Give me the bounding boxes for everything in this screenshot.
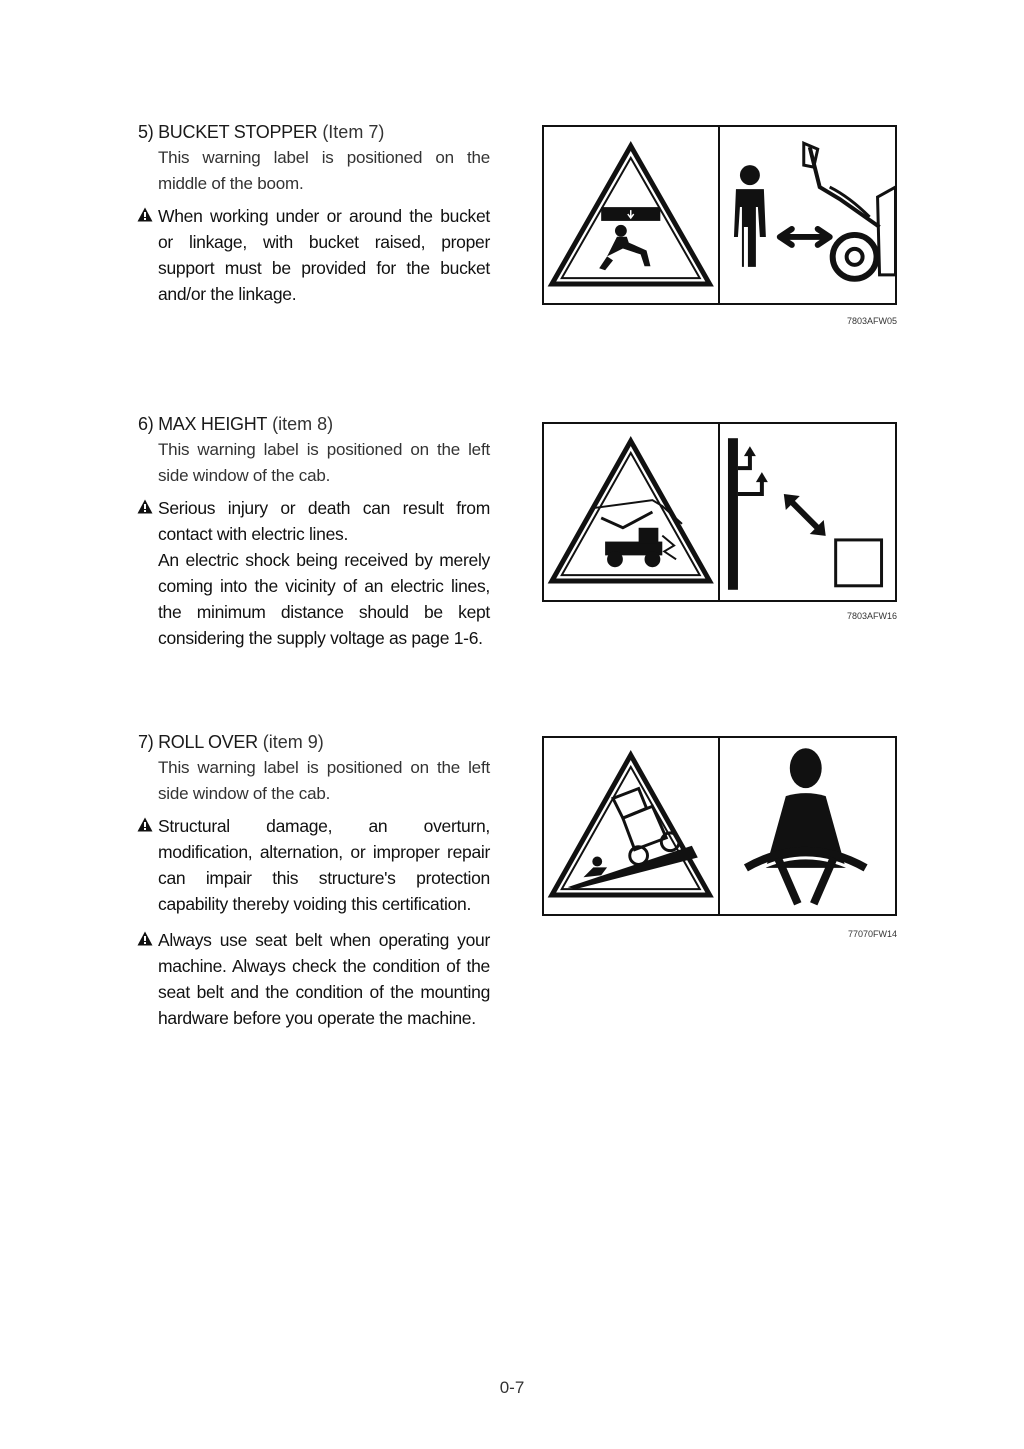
section-heading — [138, 119, 490, 145]
warning-triangle-icon — [137, 817, 153, 832]
wear-seat-belt-icon — [720, 738, 896, 914]
warning-text: Always use seat belt when operating your machine. Always check the condition of the seat belt and the condition of the mounting hardware before you operate the machine. — [158, 930, 490, 1028]
label-left-panel — [544, 127, 720, 303]
section-item: (item 9) — [262, 732, 324, 752]
rollover-hazard-icon — [544, 738, 718, 914]
section-title: 7) ROLL OVER — [138, 732, 258, 752]
section-description: This warning label is positioned on the middle of the boom. — [158, 148, 490, 193]
warning-text: Serious injury or death can result from contact with electric lines. — [158, 498, 490, 544]
section-description: This warning label is positioned on the left side window of the cab. — [158, 440, 490, 485]
safety-label-bucket-stopper — [542, 125, 897, 305]
section-bucket-stopper — [138, 119, 490, 307]
label-left-panel — [544, 424, 720, 600]
warning-triangle-icon — [137, 931, 153, 946]
section-item: (item 8) — [272, 414, 334, 434]
safety-label-roll-over — [542, 736, 897, 916]
label-right-panel — [720, 127, 896, 303]
page-number: 0-7 — [499, 1378, 525, 1397]
electric-line-hazard-icon — [544, 424, 718, 600]
label-right-panel — [720, 738, 896, 914]
warning-triangle-icon — [137, 499, 153, 514]
safety-label-max-height — [542, 422, 897, 602]
label-right-panel — [720, 424, 896, 600]
warning-text: Structural damage, an overturn, modification, alternation, or improper repair can impair this structure's protection capability thereby voiding this certification. — [158, 816, 490, 914]
section-title: 6) MAX HEIGHT — [138, 414, 268, 434]
warning-block — [158, 813, 490, 917]
section-heading — [138, 729, 490, 755]
warning-triangle-icon — [137, 207, 153, 222]
crush-hazard-icon — [544, 127, 718, 303]
figure-code: 7803AFW05 — [846, 316, 897, 326]
figure-code: 7803AFW16 — [846, 611, 897, 621]
keep-distance-from-power-line-icon — [720, 424, 896, 600]
warning-block — [158, 927, 490, 1031]
section-title: 5) BUCKET STOPPER — [138, 122, 318, 142]
section-description: This warning label is positioned on the left side window of the cab. — [158, 758, 490, 803]
section-heading — [138, 411, 490, 437]
section-item: (Item 7) — [322, 122, 385, 142]
warning-block — [158, 203, 490, 307]
warning-text: When working under or around the bucket or linkage, with bucket raised, proper support must be provided for the bucket and/or the linkage. — [158, 206, 490, 304]
warning-text: An electric shock being received by merely coming into the vicinity of an electric lines, the minimum distance should be kept considering the supply voltage as page 1-6. — [158, 550, 490, 648]
label-left-panel — [544, 738, 720, 914]
section-roll-over — [138, 729, 490, 1031]
keep-clear-of-loader-icon — [720, 127, 896, 303]
section-max-height — [138, 411, 490, 651]
warning-block — [158, 495, 490, 651]
figure-code: 77070FW14 — [847, 929, 897, 939]
